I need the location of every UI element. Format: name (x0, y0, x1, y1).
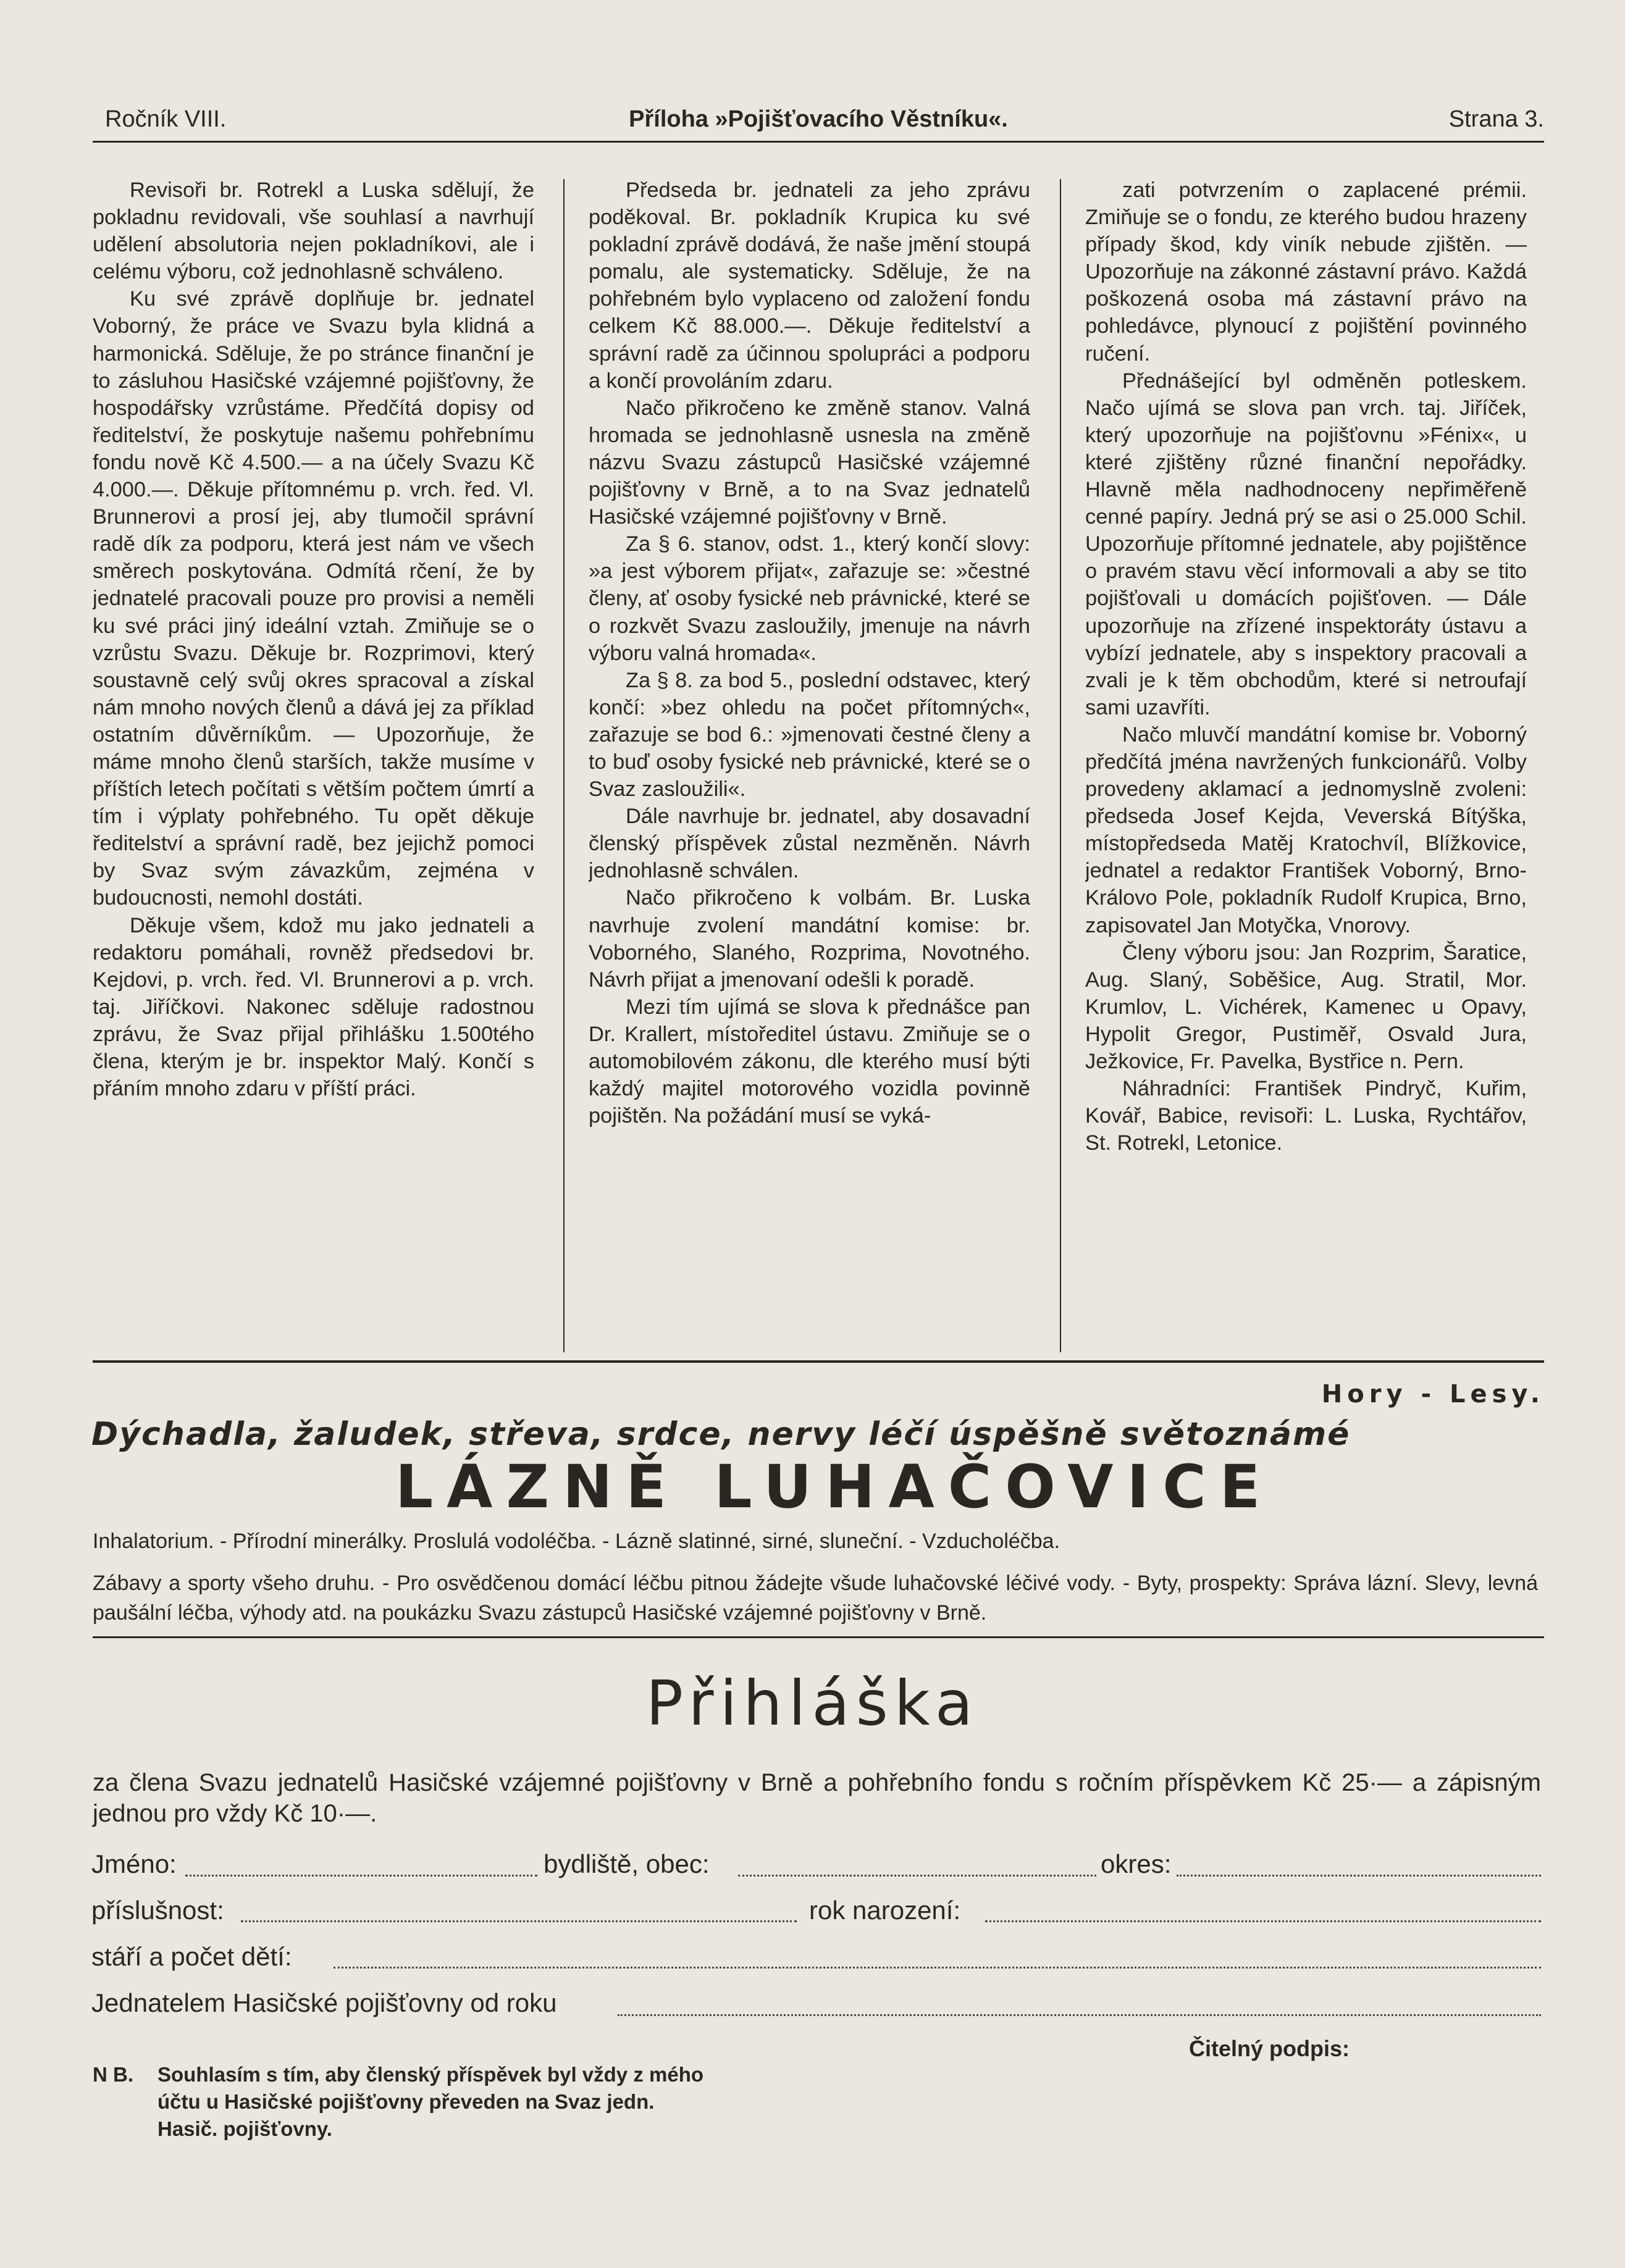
advert-headline: Dýchadla, žaludek, střeva, srdce, nervy léčí úspěšně světoznámé (91, 1416, 1351, 1453)
article-column-1 (93, 177, 534, 1350)
article-paragraph: Přednášející byl odměněn potleskem. Načo ujímá se slova pan vrch. taj. Jiříček, který upozorňuje na pojišťovnu »Fénix«, u které zjištěny různé finanční nepořádky. Hlavně měla nadhodnoceny nepřiměřeně cenné papíry. Jedná prý se asi o 25.000 Schil. Upozorňuje přítomné jednatele, aby pojištěnce o pravém stavu věcí informovali a aby se tito pojišťovali u domácích pojišťoven. — Dále upozorňuje na zřízené inspektoráty ústavu a vybízí jednatele, aby s inspektory pracovali a zvali je k těm obchodům, které si netroufají sami uzavříti. (1085, 369, 1527, 719)
form-label-name: Jméno: (91, 1849, 177, 1878)
agent-since-field[interactable] (618, 2014, 1541, 2016)
note-mark: N B. (93, 2063, 133, 2086)
form-title: Přihláška (645, 1667, 980, 1739)
form-label-birth-year: rok narození: (809, 1896, 961, 1925)
form-label-age-children: stáří a počet dětí: (91, 1942, 292, 1971)
article-paragraph: Členy výboru jsou: Jan Rozprim, Šaratice, Aug. Slaný, Soběšice, Aug. Stratil, Mor. Krumlov, L. Vichérek, Kamenec u Opavy, Hypolit Gregor, Pustiměř, Osvald Jura, Ježkovice, Fr. Pavelka, Bystřice n. Pern. (1085, 940, 1527, 1073)
article-paragraph: Za § 6. stanov, odst. 1., který končí slovy: »a jest výborem přijat«, zařazuje se: »čestné členy, ať osoby fysické neb právnické, které se o rozkvět Svazu zasloužily, jmenuje na návrh výboru valná hromada«. (589, 532, 1030, 665)
advert-services: Inhalatorium. - Přírodní minerálky. Proslulá vodoléčba. - Lázně slatinné, sirné, sluneční. - Vzducholéčba. (93, 1529, 1060, 1553)
article-paragraph: Za § 8. za bod 5., poslední odstavec, který končí: »bez ohledu na počet přítomných«, zařazuje se bod 6.: »jmenovati čestné členy a to buď osoby fysické neb právnické, které se o Svaz zasloužili«. (589, 668, 1030, 801)
header-rule (93, 141, 1544, 143)
page-number: Strana 3. (1448, 106, 1544, 132)
advert-title: LÁZNĚ LUHAČOVICE (395, 1452, 1274, 1521)
volume-label: Ročník VIII. (105, 106, 227, 132)
supplement-title: Příloha »Pojišťovacího Věstníku«. (629, 106, 1008, 132)
form-intro: za člena Svazu jednatelů Hasičské vzájemné pojišťovny v Brně a pohřebního fondu s ročním příspěvkem Kč 25·— a zápisným jednou pro vždy Kč 10·—. (93, 1769, 1541, 1827)
age-children-field[interactable] (334, 1967, 1541, 1969)
birth-year-field[interactable] (985, 1920, 1541, 1922)
article-paragraph: Ku své zprávě doplňuje br. jednatel Voborný, že práce ve Svazu byla klidná a harmonická. Sděluje, že po stránce finanční je to zásluhou Hasičské vzájemné pojišťovny, že hospodářsky vzrůstáme. Předčítá dopisy od ředitelství, že poskytuje našemu pohřebnímu fondu nově Kč 4.500.— a na účely Svazu Kč 4.000.—. Děkuje přítomnému p. vrch. řed. Vl. Brunnerovi a prosí jej, aby tlumočil správní radě dík za podporu, která jest nám ve všech směrech poskytována. Odmítá rčení, že by jednatelé pracovali pouze pro provisi a neměli ku své práci jiný ideální vztah. Zmiňuje se o vzrůstu Svazu. Děkuje br. Rozprimovi, který soustavně celý svůj okres spracoval a získal nám mnoho nových členů a dává jej za příklad ostatním důvěrníkům. — Upozorňuje, že máme mnoho členů starších, takže musíme v příštích letech počítati s větším počtem úmrtí a tím i výplaty pohřebného. Tu opět děkuje ředitelství a správní radě, bez jejichž pomoci by Svaz svým závazkům, zejména v budoucnosti, nemohl dostáti. (93, 287, 534, 910)
form-label-residence: bydliště, obec: (544, 1849, 710, 1878)
article-paragraph: Náhradníci: František Pindryč, Kuřim, Kovář, Babice, revisoři: L. Luska, Rychtářov, St. Rotrekl, Letonice. (1085, 1077, 1527, 1155)
article-paragraph: Načo přikročeno ke změně stanov. Valná hromada se jednohlasně usnesla na změně názvu Svazu zástupců Hasičské vzájemné pojišťovny v Brně, a to na Svaz jednatelů Hasičské vzájemné pojišťovny v Brně. (589, 396, 1030, 529)
article-paragraph: Načo mluvčí mandátní komise br. Voborný předčítá jména navržených funkcionářů. Volby provedeny aklamací a jednomyslně zvoleni: předseda Josef Kejda, Veverská Bítýška, místopředseda Matěj Kratochvíl, Blížkovice, jednatel a redaktor František Voborný, Brno-Královo Pole, pokladník Rudolf Krupica, Brno, zapisovatel Jan Motyčka, Vnorovy. (1085, 722, 1527, 937)
advert-rule (93, 1360, 1544, 1363)
name-field[interactable] (185, 1875, 537, 1877)
article-paragraph: Dále navrhuje br. jednatel, aby dosavadní členský příspěvek zůstal nezměněn. Návrh jednohlasně schválen. (589, 805, 1030, 883)
form-label-district: okres: (1101, 1849, 1172, 1878)
article-paragraph: Mezi tím ujímá se slova k přednášce pan Dr. Krallert, místoředitel ústavu. Zmiňuje se o automobilovém zákonu, dle kterého musí býti každý majitel motorového vozidla povinně pojištěn. Na požádání musí se vyká- (589, 995, 1030, 1128)
article-paragraph: zati potvrzením o zaplacené prémii. Zmiňuje se o fondu, ze kterého budou hrazeny případy škod, kdy viník nebude zjištěn. — Upozorňuje na zákonné zástavní právo. Každá poškozená osoba má zástavní právo na pohledávce, plynoucí z pojištění povinného ručení. (1085, 178, 1527, 366)
column-divider (1060, 179, 1061, 1352)
residence-field[interactable] (738, 1875, 1096, 1877)
signature-label: Čitelný podpis: (1189, 2036, 1350, 2061)
article-column-2 (589, 177, 1030, 1350)
page-header (93, 106, 1544, 143)
article-paragraph: Děkuje všem, kdož mu jako jednateli a redaktoru pomáhali, rovněž předsedovi br. Kejdovi, p. vrch. řed. Vl. Brunnerovi a p. vrch. taj. Jiříčkovi. Nakonec sděluje radostnou zprávu, že Svaz přijal přihlášku 1.500tého člena, kterým je br. inspektor Malý. Končí s přáním mnoho zdaru v příští práci. (93, 913, 534, 1101)
advert-details: Zábavy a sporty všeho druhu. - Pro osvědčenou domácí léčbu pitnou žádejte všude luhačovské léčivé vody. - Byty, prospekty: Správa lázní. Slevy, levná paušální léčba, výhody atd. na poukázku Svazu zástupců Hasičské vzájemné pojišťovny v Brně. (93, 1571, 1538, 1625)
article-paragraph: Předseda br. jednateli za jeho zprávu poděkoval. Br. pokladník Krupica ku své pokladní zprávě dodává, že naše jmění stoupá pomalu, ale systematicky. Sděluje, že na pohřebném bylo vyplaceno od založení fondu celkem Kč 88.000.—. Děkuje ředitelství a správní radě za účinnou spolupráci a podporu a končí provoláním zdaru. (589, 178, 1030, 393)
advert-tagline: Hory - Lesy. (1321, 1380, 1545, 1408)
article-paragraph: Načo přikročeno k volbám. Br. Luska navrhuje zvolení mandátní komise: br. Voborného, Slaného, Rozprima, Novotného. Návrh přijat a jmenovaní odešli k poradě. (589, 886, 1030, 992)
column-divider (563, 179, 565, 1352)
form-label-agent-since: Jednatelem Hasičské pojišťovny od roku (91, 1988, 557, 2017)
article-paragraph: Revisoři br. Rotrekl a Luska sdělují, že pokladnu revidovali, vše souhlasí a navrhují udělení absolutoria nejen pokladníkovi, ale i celému výboru, což jednohlasně schváleno. (93, 178, 534, 284)
note-text: Souhlasím s tím, aby členský příspěvek byl vždy z mého účtu u Hasičské pojišťovny převeden na Svaz jedn. Hasič. pojišťovny. (157, 2063, 704, 2140)
advert-bottom-rule (93, 1636, 1544, 1638)
district-field[interactable] (1177, 1875, 1541, 1877)
citizenship-field[interactable] (241, 1920, 797, 1922)
article-column-3 (1085, 177, 1527, 1350)
form-label-citizenship: příslušnost: (91, 1896, 224, 1925)
